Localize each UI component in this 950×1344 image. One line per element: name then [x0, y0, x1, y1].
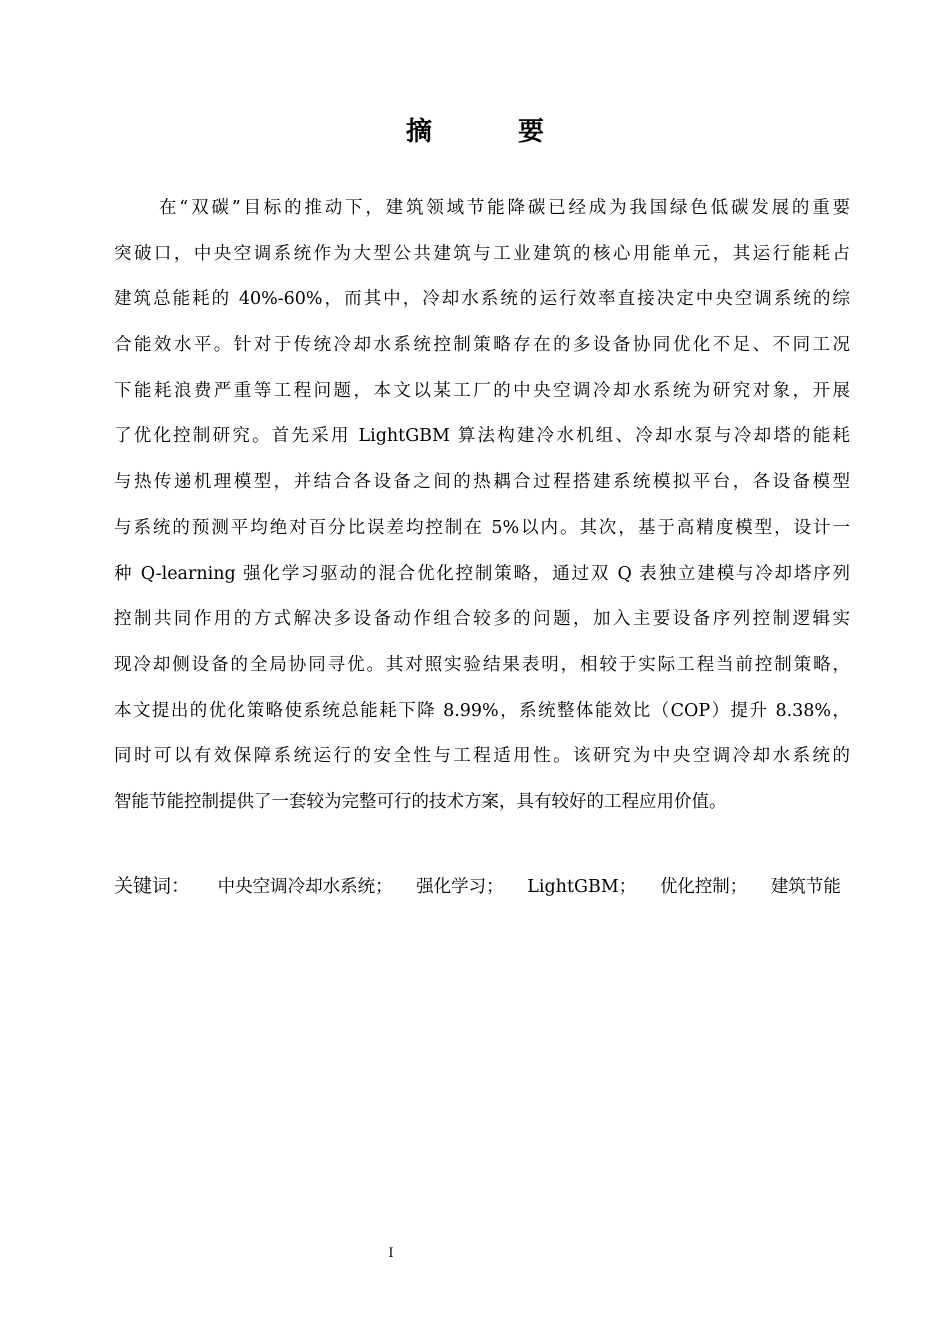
page-number: I	[388, 1246, 394, 1261]
abstract-line: 与系统的预测平均绝对百分比误差均控制在 5%以内。其次，基于高精度模型，设计一	[114, 517, 850, 538]
keywords-row	[114, 866, 850, 906]
abstract-line: 控制共同作用的方式解决多设备动作组合较多的问题，加入主要设备序列控制逻辑实	[114, 609, 850, 630]
abstract-line: 在“双碳”目标的推动下，建筑领域节能降碳已经成为我国绿色低碳发展的重要	[159, 198, 850, 218]
abstract-line: 智能节能控制提供了一套较为完整可行的技术方案，具有较好的工程应用价值。	[114, 791, 727, 812]
abstract-line: 下能耗浪费严重等工程问题，本文以某工厂的中央空调冷却水系统为研究对象，开展	[114, 380, 850, 401]
abstract-line: 同时可以有效保障系统运行的安全性与工程适用性。该研究为中央空调冷却水系统的	[114, 746, 850, 767]
abstract-line: 了优化控制研究。首先采用 LightGBM 算法构建冷水机组、冷却水泵与冷却塔的能耗	[114, 426, 850, 447]
keyword-item: LightGBM；	[527, 877, 637, 897]
abstract-line: 本文提出的优化策略使系统总能耗下降 8.99%，系统整体能效比（COP）提升 8.38%，	[114, 700, 850, 721]
keywords-label: 关键词：	[114, 875, 191, 897]
abstract-body	[114, 186, 850, 826]
keyword-item: 中央空调冷却水系统；	[217, 877, 393, 897]
keyword-item: 优化控制；	[659, 877, 748, 897]
abstract-line: 种 Q-learning 强化学习驱动的混合优化控制策略，通过双 Q 表独立建模与冷却塔序列	[114, 563, 850, 584]
abstract-title: 摘 要	[405, 117, 574, 147]
keyword-item: 强化学习；	[416, 877, 504, 897]
abstract-line: 合能效水平。针对于传统冷却水系统控制策略存在的多设备协同优化不足、不同工况	[114, 335, 850, 356]
keyword-item: 建筑节能	[770, 877, 841, 897]
abstract-line: 现冷却侧设备的全局协同寻优。其对照实验结果表明，相较于实际工程当前控制策略，	[114, 654, 850, 675]
abstract-line: 突破口，中央空调系统作为大型公共建筑与工业建筑的核心用能单元，其运行能耗占	[114, 243, 850, 264]
abstract-line: 建筑总能耗的 40%-60%，而其中，冷却水系统的运行效率直接决定中央空调系统的综	[114, 289, 850, 310]
abstract-line: 与热传递机理模型，并结合各设备之间的热耦合过程搭建系统模拟平台，各设备模型	[114, 472, 850, 493]
